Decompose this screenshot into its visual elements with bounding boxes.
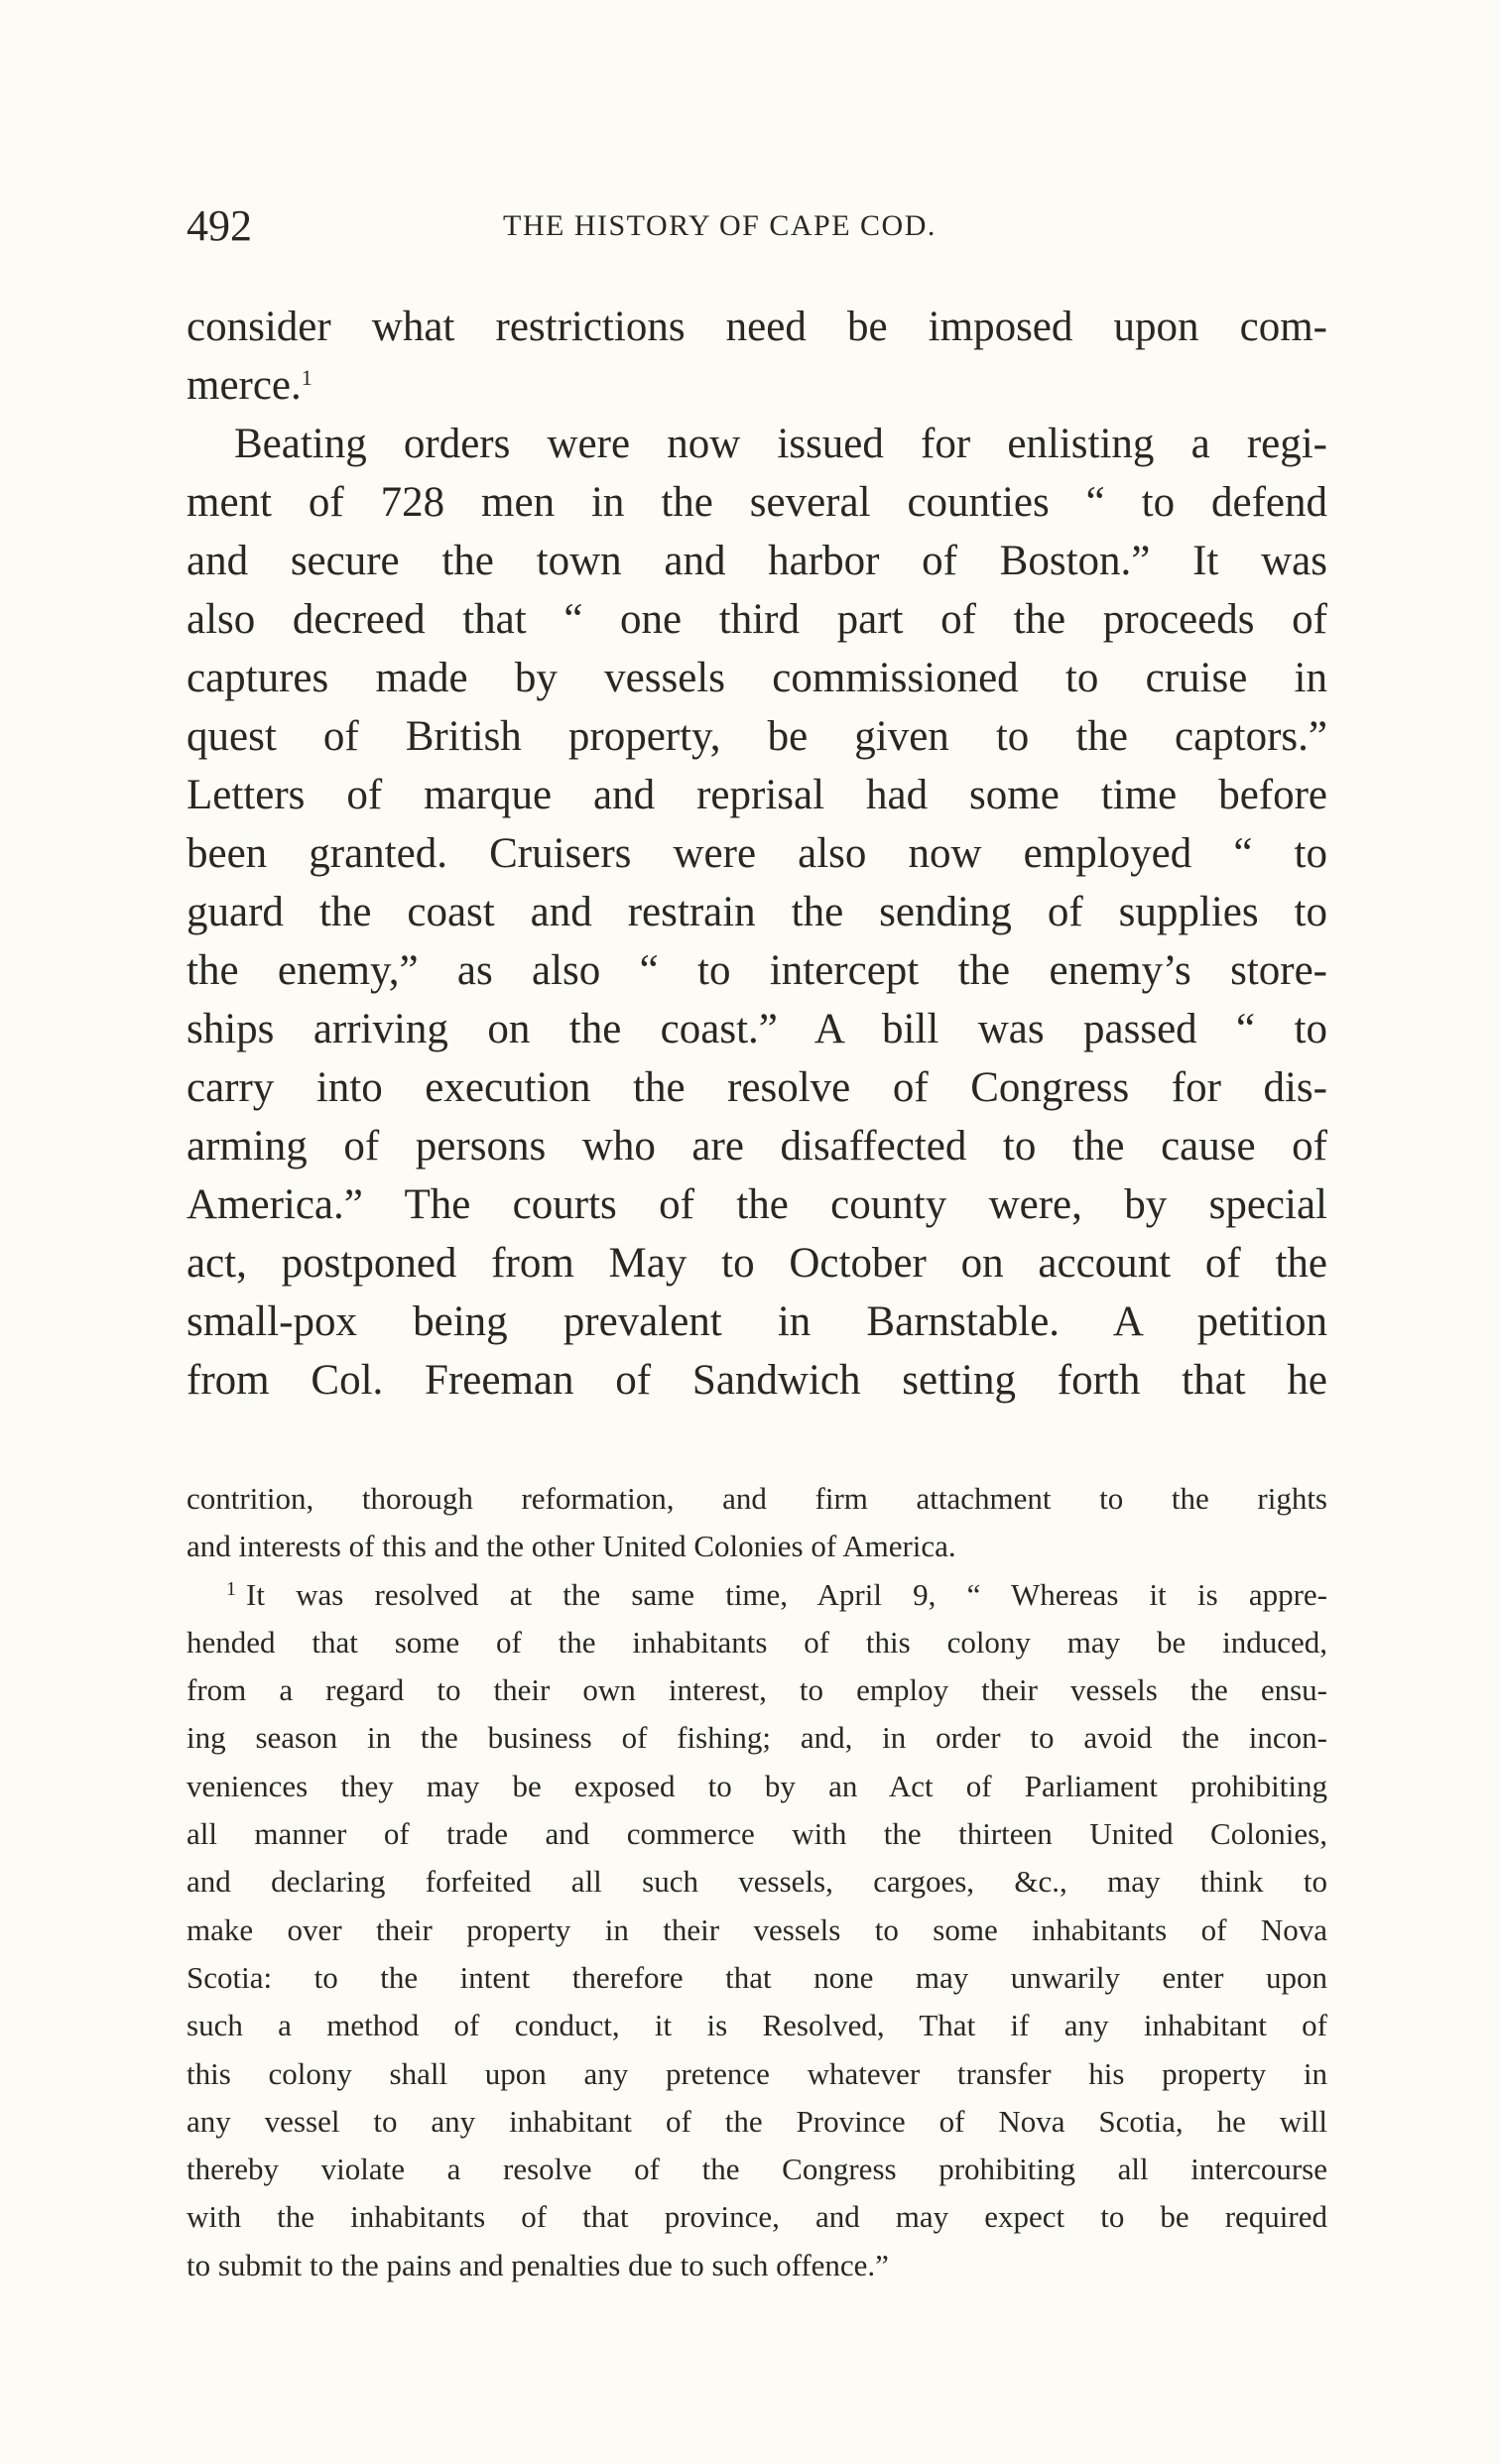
footnote-line: veniences they may be exposed to by an Act of Parliament prohibiting — [187, 1768, 1327, 1803]
body-line: act, postponed from May to October on account of the — [187, 1240, 1327, 1287]
body-line: quest of British property, be given to the captors.” — [187, 713, 1327, 760]
footnote-line: and declaring forfeited all such vessels, cargoes, &c., may think to — [187, 1864, 1327, 1900]
body-line: the enemy,” as also “ to intercept the enemy’s store- — [187, 947, 1327, 994]
body-line — [187, 356, 1327, 415]
footnote-line: from a regard to their own interest, to employ their vessels the ensu- — [187, 1672, 1327, 1708]
body-line: arming of persons who are disaffected to the cause of — [187, 1123, 1327, 1170]
footnote-line: this colony shall upon any pretence whatever transfer his property in — [187, 2055, 1327, 2091]
footnote-line: to submit to the pains and penalties due to such offence.” — [187, 2247, 889, 2282]
footnote-line: thereby violate a resolve of the Congress prohibiting all intercourse — [187, 2152, 1327, 2187]
body-line: from Col. Freeman of Sandwich setting forth that he — [187, 1357, 1327, 1404]
body-line: Letters of marque and reprisal had some time before — [187, 772, 1327, 818]
body-line: guard the coast and restrain the sending of supplies to — [187, 889, 1327, 935]
footnote-number: 1 — [226, 1577, 236, 1600]
footnote-line: make over their property in their vessels to some inhabitants of Nova — [187, 1911, 1327, 1947]
footnote-line: and interests of this and the other United Colonies of America. — [187, 1529, 956, 1564]
body-line-text: merce. — [187, 362, 302, 409]
footnote-line-text: It was resolved at the same time, April 9, “ Whereas it is appre- — [246, 1576, 1327, 1612]
footnote-marker: 1 — [301, 365, 312, 390]
main-text — [187, 298, 1327, 1410]
running-title: THE HISTORY OF CAPE COD. — [503, 209, 937, 242]
body-line: been granted. Cruisers were also now employed “ to — [187, 830, 1327, 877]
page-number: 492 — [187, 201, 252, 250]
running-head — [187, 196, 1327, 256]
footnote-line: Scotia: to the intent therefore that none may unwarily enter upon — [187, 1959, 1327, 1995]
footnote-line — [187, 1571, 1327, 1619]
footnote-line: contrition, thorough reformation, and firm attachment to the rights — [187, 1481, 1327, 1516]
body-line: also decreed that “ one third part of the proceeds of — [187, 596, 1327, 643]
body-line: captures made by vessels commissioned to cruise in — [187, 655, 1327, 701]
body-line: ships arriving on the coast.” A bill was passed “ to — [187, 1006, 1327, 1052]
footnote-line: ing season in the business of fishing; and, in order to avoid the incon- — [187, 1720, 1327, 1756]
footnotes — [187, 1475, 1327, 2289]
body-line: Beating orders were now issued for enlisting a regi- — [234, 421, 1327, 467]
footnote-line: with the inhabitants of that province, and may expect to be required — [187, 2199, 1327, 2235]
body-line: small-pox being prevalent in Barnstable. A petition — [187, 1298, 1327, 1345]
body-line: ment of 728 men in the several counties “ to defend — [187, 479, 1327, 526]
footnote-line: such a method of conduct, it is Resolved, That if any inhabitant of — [187, 2008, 1327, 2043]
body-line: America.” The courts of the county were, by special — [187, 1181, 1327, 1228]
body-line: and secure the town and harbor of Boston.” It was — [187, 538, 1327, 584]
footnote-line: all manner of trade and commerce with the thirteen United Colonies, — [187, 1816, 1327, 1852]
body-line: carry into execution the resolve of Congress for dis- — [187, 1064, 1327, 1111]
footnote-line: any vessel to any inhabitant of the Province of Nova Scotia, he will — [187, 2103, 1327, 2139]
footnote-line: hended that some of the inhabitants of this colony may be induced, — [187, 1624, 1327, 1660]
body-line: consider what restrictions need be imposed upon com- — [187, 304, 1327, 350]
